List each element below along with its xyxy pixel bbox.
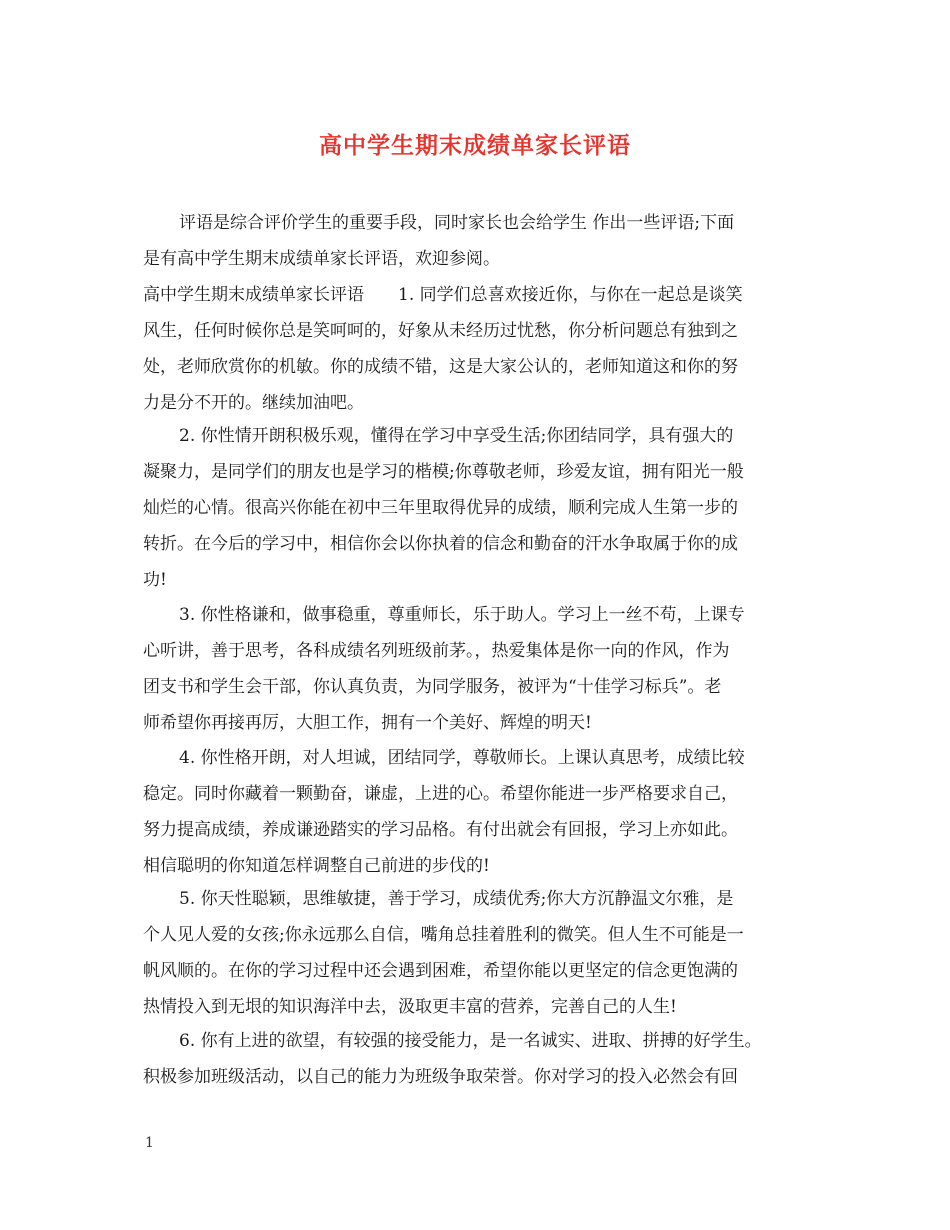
text-line: 高中学生期末成绩单家长评语 1. 同学们总喜欢接近你，与你在一起总是谈笑 <box>143 285 743 305</box>
text-line: 6. 你有上进的欲望，有较强的接受能力，是一名诚实、进取、拼搏的好学生。 <box>179 1031 762 1051</box>
comment-4 <box>143 740 823 884</box>
comment-6 <box>143 1023 823 1095</box>
text-line: 师希望你再接再厉，大胆工作，拥有一个美好、辉煌的明天! <box>143 713 592 733</box>
text-line: 评语是综合评价学生的重要手段，同时家长也会给学生 作出一些评语;下面 <box>179 213 735 233</box>
text-line: 个人见人爱的女孩;你永远那么自信，嘴角总挂着胜利的微笑。但人生不可能是一 <box>143 925 744 945</box>
text-line: 4. 你性格开朗，对人坦诚，团结同学，尊敬师长。上课认真思考，成绩比较 <box>179 748 745 768</box>
text-line: 2. 你性情开朗积极乐观，懂得在学习中享受生活;你团结同学，具有强大的 <box>179 426 734 446</box>
text-line: 努力提高成绩，养成谦逊踏实的学习品格。有付出就会有回报，学习上亦如此。 <box>143 820 738 840</box>
page-number: 1 <box>145 1135 154 1151</box>
text-line: 凝聚力，是同学们的朋友也是学习的楷模;你尊敬老师，珍爱友谊，拥有阳光一般 <box>143 462 744 482</box>
text-line: 3. 你性格谦和，做事稳重，尊重师长，乐于助人。学习上一丝不苟，上课专 <box>179 605 745 625</box>
text-line: 团支书和学生会干部，你认真负责，为同学服务，被评为“十佳学习标兵”。老 <box>143 677 722 697</box>
comment-5 <box>143 881 823 1025</box>
intro-paragraph <box>143 205 823 277</box>
text-line: 相信聪明的你知道怎样调整自己前进的步伐的! <box>143 856 490 876</box>
text-line: 转折。在今后的学习中，相信你会以你执着的信念和勤奋的汗水争取属于你的成 <box>143 534 738 554</box>
comment-3 <box>143 597 823 741</box>
text-line: 风生，任何时候你总是笑呵呵的，好象从未经历过忧愁，你分析问题总有独到之 <box>143 321 738 341</box>
text-line: 帆风顺的。在你的学习过程中还会遇到困难，希望你能以更坚定的信念更饱满的 <box>143 961 738 981</box>
text-line: 积极参加班级活动，以自己的能力为班级争取荣誉。你对学习的投入必然会有回 <box>143 1067 738 1087</box>
comment-1 <box>143 277 823 421</box>
text-line: 处，老师欣赏你的机敏。你的成绩不错，这是大家公认的，老师知道这和你的努 <box>143 357 738 377</box>
text-line: 力是分不开的。继续加油吧。 <box>143 393 364 413</box>
text-line: 是有高中学生期末成绩单家长评语，欢迎参阅。 <box>143 249 500 269</box>
comment-2 <box>143 418 823 598</box>
text-line: 心听讲，善于思考，各科成绩名列班级前茅。，热爱集体是你一向的作风，作为 <box>143 641 730 661</box>
text-line: 灿烂的心情。很高兴你能在初中三年里取得优异的成绩，顺利完成人生第一步的 <box>143 498 738 518</box>
text-line: 热情投入到无垠的知识海洋中去，汲取更丰富的营养，完善自己的人生! <box>143 997 677 1017</box>
text-line: 功! <box>143 570 167 590</box>
document-title: 高中学生期末成绩单家长评语 <box>319 132 631 159</box>
text-line: 5. 你天性聪颖，思维敏捷，善于学习，成绩优秀;你大方沉静温文尔雅，是 <box>179 889 734 909</box>
text-line: 稳定。同时你藏着一颗勤奋，谦虚，上进的心。希望你能进一步严格要求自己， <box>143 784 738 804</box>
